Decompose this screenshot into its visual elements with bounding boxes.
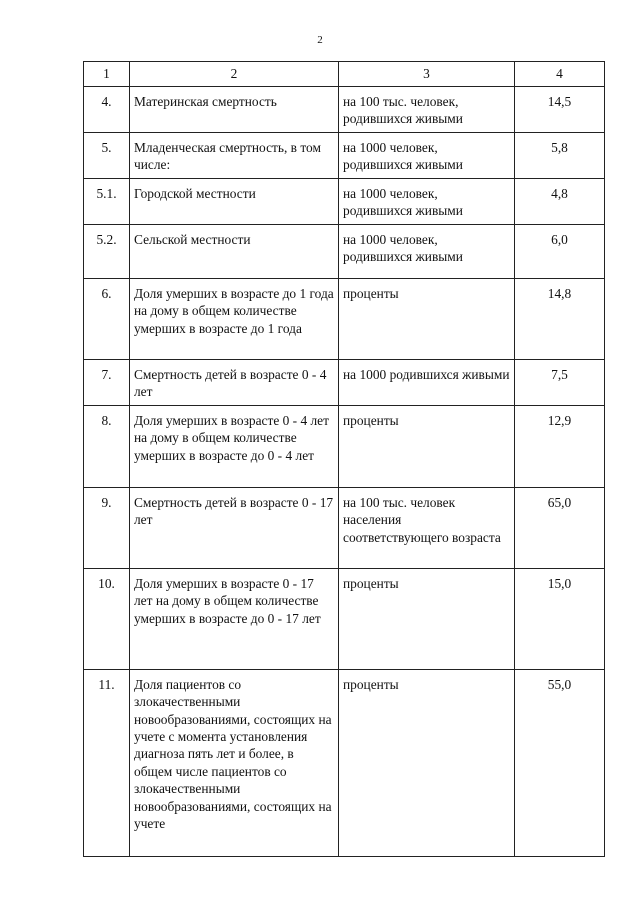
indicator-name: Материнская смертность (130, 87, 339, 133)
column-header: 2 (130, 62, 339, 87)
indicator-unit: на 1000 родившихся живыми (339, 359, 515, 405)
indicator-unit: проценты (339, 669, 515, 856)
table-row (84, 487, 605, 568)
indicator-unit: на 1000 человек, родившихся живыми (339, 178, 515, 224)
indicator-name: Доля умерших в возрасте 0 - 4 лет на дому в общем количестве умерших в возрасте до 0 - 4 лет (130, 405, 339, 487)
table-row (84, 178, 605, 224)
column-header: 3 (339, 62, 515, 87)
row-number: 5. (84, 133, 130, 179)
indicator-value: 12,9 (515, 405, 605, 487)
table-row (84, 224, 605, 278)
indicator-name: Городской местности (130, 178, 339, 224)
indicator-unit: на 100 тыс. человек, родившихся живыми (339, 87, 515, 133)
indicator-value: 4,8 (515, 178, 605, 224)
row-number: 5.1. (84, 178, 130, 224)
column-header: 4 (515, 62, 605, 87)
indicator-unit: проценты (339, 278, 515, 359)
indicators-table (83, 61, 605, 857)
indicator-unit: проценты (339, 405, 515, 487)
indicator-unit: на 100 тыс. человек населения соответствующего возраста (339, 487, 515, 568)
indicator-name: Доля пациентов со злокачественными новообразованиями, состоящих на учете с момента установления диагноза пять лет и более, в общем числе пациентов со злокачественными новообразованиями, состоящих на учете (130, 669, 339, 856)
row-number: 10. (84, 568, 130, 669)
table-row (84, 133, 605, 179)
row-number: 11. (84, 669, 130, 856)
row-number: 6. (84, 278, 130, 359)
indicator-value: 65,0 (515, 487, 605, 568)
table-row (84, 669, 605, 856)
row-number: 5.2. (84, 224, 130, 278)
table-row (84, 87, 605, 133)
indicator-name: Сельской местности (130, 224, 339, 278)
table-row (84, 568, 605, 669)
indicator-unit: на 1000 человек, родившихся живыми (339, 133, 515, 179)
indicator-name: Доля умерших в возрасте 0 - 17 лет на дому в общем количестве умерших в возрасте до 0 - 17 лет (130, 568, 339, 669)
row-number: 9. (84, 487, 130, 568)
table-row (84, 278, 605, 359)
indicator-value: 55,0 (515, 669, 605, 856)
table-header-row (84, 62, 605, 87)
table-row (84, 405, 605, 487)
indicator-name: Доля умерших в возрасте до 1 года на дому в общем количестве умерших в возрасте до 1 года (130, 278, 339, 359)
row-number: 4. (84, 87, 130, 133)
indicator-name: Младенческая смертность, в том числе: (130, 133, 339, 179)
column-header: 1 (84, 62, 130, 87)
row-number: 8. (84, 405, 130, 487)
indicator-value: 7,5 (515, 359, 605, 405)
indicator-unit: проценты (339, 568, 515, 669)
indicator-value: 6,0 (515, 224, 605, 278)
page-number: 2 (317, 34, 323, 46)
row-number: 7. (84, 359, 130, 405)
indicator-value: 14,8 (515, 278, 605, 359)
table-row (84, 359, 605, 405)
indicator-value: 5,8 (515, 133, 605, 179)
indicator-unit: на 1000 человек, родившихся живыми (339, 224, 515, 278)
indicator-name: Смертность детей в возрасте 0 - 17 лет (130, 487, 339, 568)
indicator-name: Смертность детей в возрасте 0 - 4 лет (130, 359, 339, 405)
indicator-value: 15,0 (515, 568, 605, 669)
indicator-value: 14,5 (515, 87, 605, 133)
